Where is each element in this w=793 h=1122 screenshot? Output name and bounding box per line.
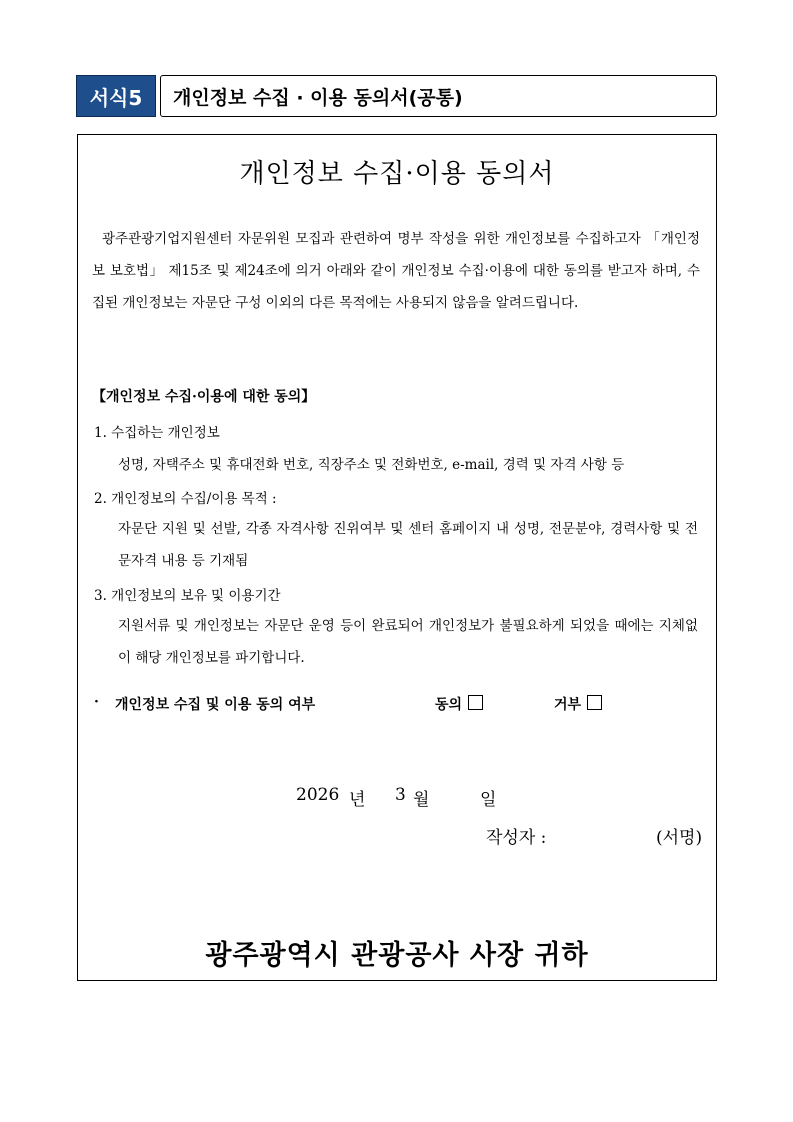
disagree-option[interactable] bbox=[554, 694, 602, 714]
consent-label: 개인정보 수집 및 이용 동의 여부 bbox=[115, 697, 316, 713]
item-3-detail: 지원서류 및 개인정보는 자문단 운영 등이 완료되어 개인정보가 불필요하게 되었을 때에는 지체없이 해당 개인정보를 파기합니다. bbox=[118, 618, 698, 666]
form-header bbox=[76, 75, 717, 117]
consent-bullet: · bbox=[94, 694, 99, 710]
date-day-unit: 일 bbox=[480, 790, 497, 810]
author-line bbox=[78, 823, 718, 847]
item-1-detail: 성명, 자택주소 및 휴대전화 번호, 직장주소 및 전화번호, e-mail, 경력 및 자격 사항 등 bbox=[118, 457, 625, 473]
date-year: 2026 bbox=[296, 785, 340, 805]
date-year-unit: 년 bbox=[349, 790, 366, 810]
item-2-detail: 자문단 지원 및 선발, 각종 자격사항 진위여부 및 센터 홈페이지 내 성명, 전문분야, 경력사항 및 전문자격 내용 등 기재됨 bbox=[118, 521, 698, 569]
section-title: 【개인정보 수집·이용에 대한 동의】 bbox=[92, 389, 316, 405]
agree-label: 동의 bbox=[435, 697, 463, 713]
form-number-badge: 서식5 bbox=[76, 75, 156, 117]
author-label: 작성자 : bbox=[486, 828, 547, 848]
signature-label: (서명) bbox=[656, 828, 703, 848]
disagree-checkbox[interactable] bbox=[587, 695, 602, 710]
item-1-title: 1. 수집하는 개인정보 bbox=[94, 425, 220, 441]
consent-row bbox=[94, 694, 700, 716]
intro-paragraph: 광주관광기업지원센터 자문위원 모집과 관련하여 명부 작성을 위한 개인정보를 수집하고자 「개인정보 보호법」 제15조 및 제24조에 의거 아래와 같이 개인정보 수집·이용에 대한 동의를 받고자 하며, 수집된 개인정보는 자문단 구성 이외의 다른 목적에는 사용되지 않음을 알려드립니다. bbox=[92, 231, 700, 311]
document-title: 개인정보 수집·이용 동의서 bbox=[239, 159, 555, 189]
agree-checkbox[interactable] bbox=[468, 695, 483, 710]
recipient-line: 광주광역시 관광공사 사장 귀하 bbox=[205, 940, 589, 971]
item-3-title: 3. 개인정보의 보유 및 이용기간 bbox=[94, 588, 281, 604]
item-2-title: 2. 개인정보의 수집/이용 목적 : bbox=[94, 491, 277, 507]
date-month: 3 bbox=[395, 785, 406, 805]
disagree-label: 거부 bbox=[554, 697, 582, 713]
form-header-title: 개인정보 수집 · 이용 동의서(공통) bbox=[160, 75, 717, 117]
agree-option[interactable] bbox=[435, 694, 483, 714]
date-month-unit: 월 bbox=[413, 790, 430, 810]
consent-form bbox=[77, 134, 717, 981]
